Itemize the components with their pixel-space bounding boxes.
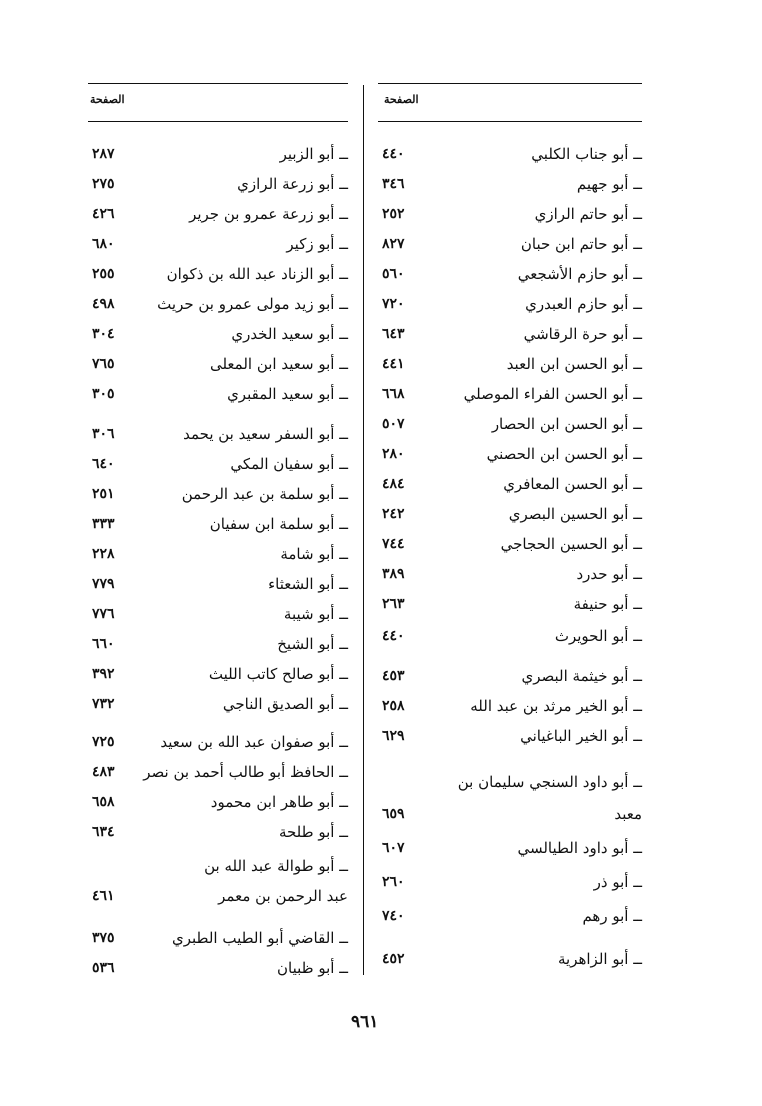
index-entry — [378, 769, 642, 795]
entry-page-number: ٢٧٥ — [92, 176, 115, 192]
entry-name: ــ أبو الزبير — [279, 145, 348, 163]
entry-name: ــ أبو ظبيان — [277, 959, 348, 977]
column-header-rule — [88, 121, 348, 122]
index-entry — [378, 171, 642, 197]
entry-name: ــ أبو الحسين الحجاجي — [500, 535, 642, 553]
entry-name: ــ أبو حنيفة — [573, 595, 642, 613]
entry-page-number: ٧٧٦ — [92, 606, 115, 622]
entry-page-number: ٣٠٥ — [92, 386, 115, 402]
index-entry — [88, 201, 348, 227]
entry-name: ــ أبو طلحة — [278, 823, 348, 841]
entry-name: ــ أبو حرة الرقاشي — [523, 325, 642, 343]
index-entry — [378, 291, 642, 317]
index-entry — [88, 171, 348, 197]
entry-page-number: ٤٩٨ — [92, 296, 115, 312]
entry-name: ــ أبو سعيد المقبري — [227, 385, 348, 403]
entry-page-number: ٨٢٧ — [382, 236, 405, 252]
entry-name: ــ أبو الخير مرثد بن عبد الله — [470, 697, 642, 715]
index-entry — [88, 819, 348, 845]
index-entry — [88, 759, 348, 785]
index-entry — [88, 691, 348, 717]
entry-name: ــ أبو الحسن ابن الحصني — [486, 445, 642, 463]
index-entry — [378, 441, 642, 467]
entry-page-number: ٢٥٨ — [382, 698, 405, 714]
index-entry — [88, 601, 348, 627]
entry-page-number: ٧٢٠ — [382, 296, 405, 312]
entry-name: عبد الرحمن بن معمر — [218, 887, 348, 905]
entry-name: ــ أبو الصديق الناجي — [222, 695, 348, 713]
index-entry — [378, 411, 642, 437]
page-column-header: الصفحة — [90, 93, 125, 106]
entry-name: ــ أبو حازم الأشجعي — [517, 265, 642, 283]
index-entry — [88, 291, 348, 317]
entry-page-number: ٦٤٠ — [92, 456, 115, 472]
entry-page-number: ٤٤٠ — [382, 628, 405, 644]
entry-name: ــ أبو الزناد عبد الله بن ذكوان — [166, 265, 348, 283]
index-entry — [88, 231, 348, 257]
entry-name: ــ أبو صالح كاتب الليث — [208, 665, 348, 683]
entry-page-number: ٦٥٩ — [382, 806, 405, 822]
entry-page-number: ٤٤١ — [382, 356, 405, 372]
index-entry — [378, 693, 642, 719]
entry-name: ــ أبو الحسين البصري — [508, 505, 642, 523]
entry-name: ــ أبو ذر — [593, 873, 642, 891]
index-entry — [88, 481, 348, 507]
entry-page-number: ٦٦٠ — [92, 636, 115, 652]
index-entry — [378, 663, 642, 689]
entry-page-number: ٢٦٣ — [382, 596, 405, 612]
index-entry — [88, 321, 348, 347]
entry-name: ــ أبو طاهر ابن محمود — [210, 793, 348, 811]
entry-page-number: ٤٥٣ — [382, 668, 405, 684]
entry-name: ــ أبو زرعة عمرو بن جرير — [189, 205, 348, 223]
entry-name: ــ أبو جهيم — [576, 175, 642, 193]
entry-page-number: ٣٤٦ — [382, 176, 405, 192]
entry-name: ــ أبو حازم العبدري — [525, 295, 642, 313]
entry-name: ــ أبو صفوان عبد الله بن سعيد — [160, 733, 348, 751]
index-entry — [378, 381, 642, 407]
entry-name: ــ أبو زكير — [286, 235, 348, 253]
entry-name: ــ أبو الحسن ابن العبد — [506, 355, 642, 373]
entry-page-number: ٣٩٢ — [92, 666, 115, 682]
entry-page-number: ٦٢٩ — [382, 728, 405, 744]
index-entry — [88, 261, 348, 287]
entry-name: ــ أبو السفر سعيد بن يحمد — [183, 425, 348, 443]
entry-page-number: ٥٦٠ — [382, 266, 405, 282]
index-entry — [378, 501, 642, 527]
column-top-rule — [88, 83, 348, 84]
entry-page-number: ٣٨٩ — [382, 566, 405, 582]
index-entry — [88, 883, 348, 909]
entry-page-number: ٦٦٨ — [382, 386, 405, 402]
entry-page-number: ٧٦٥ — [92, 356, 115, 372]
index-entry — [378, 531, 642, 557]
entry-name: ــ أبو سفيان المكي — [230, 455, 348, 473]
index-entry — [378, 801, 642, 827]
index-entry — [378, 471, 642, 497]
index-entry — [88, 421, 348, 447]
entry-name: ــ أبو حاتم ابن حبان — [520, 235, 642, 253]
column-top-rule — [378, 83, 642, 84]
entry-page-number: ٧٤٤ — [382, 536, 405, 552]
entry-page-number: ٤٦١ — [92, 888, 115, 904]
index-entry — [88, 925, 348, 951]
index-entry — [88, 729, 348, 755]
entry-name: ــ الحافظ أبو طالب أحمد بن نصر — [143, 763, 348, 781]
entry-page-number: ٧٣٢ — [92, 696, 115, 712]
entry-name: ــ أبو داود الطيالسي — [517, 839, 642, 857]
entry-name: ــ أبو حاتم الرازي — [534, 205, 642, 223]
index-entry — [88, 631, 348, 657]
page-column-header: الصفحة — [384, 93, 419, 106]
index-entry — [88, 141, 348, 167]
entry-name: ــ أبو شامة — [280, 545, 348, 563]
index-entry — [378, 351, 642, 377]
entry-name: ــ أبو زرعة الرازي — [237, 175, 348, 193]
entry-page-number: ٣٣٣ — [92, 516, 115, 532]
index-entry — [378, 623, 642, 649]
index-entry — [88, 351, 348, 377]
entry-name: ــ أبو زيد مولى عمرو بن حريث — [157, 295, 348, 313]
index-entry — [88, 511, 348, 537]
entry-name: ــ أبو الحسن الفراء الموصلي — [463, 385, 642, 403]
index-entry — [88, 853, 348, 879]
entry-page-number: ٢٦٠ — [382, 874, 405, 890]
entry-page-number: ٧٤٠ — [382, 908, 405, 924]
entry-page-number: ٦٨٠ — [92, 236, 115, 252]
entry-page-number: ٣٠٦ — [92, 426, 115, 442]
entry-name: ــ أبو الزاهرية — [557, 950, 642, 968]
index-entry — [378, 723, 642, 749]
entry-name: ــ أبو الحسن ابن الحصار — [491, 415, 642, 433]
entry-name: ــ أبو شيبة — [283, 605, 348, 623]
entry-page-number: ٥٣٦ — [92, 960, 115, 976]
index-entry — [378, 591, 642, 617]
entry-page-number: ٤٢٦ — [92, 206, 115, 222]
index-entry — [88, 571, 348, 597]
entry-page-number: ٦٥٨ — [92, 794, 115, 810]
entry-page-number: ٦٣٤ — [92, 824, 115, 840]
index-entry — [378, 201, 642, 227]
entry-page-number: ٢٨٧ — [92, 146, 115, 162]
entry-page-number: ٣٧٥ — [92, 930, 115, 946]
entry-page-number: ٥٠٧ — [382, 416, 405, 432]
entry-name: ــ أبو خيثمة البصري — [521, 667, 642, 685]
entry-page-number: ٢٥٢ — [382, 206, 405, 222]
entry-page-number: ٤٤٠ — [382, 146, 405, 162]
index-entry — [88, 381, 348, 407]
entry-page-number: ٦٤٣ — [382, 326, 405, 342]
index-entry — [88, 789, 348, 815]
entry-name: ــ أبو الحسن المعافري — [503, 475, 642, 493]
entry-page-number: ٣٠٤ — [92, 326, 115, 342]
index-entry — [378, 231, 642, 257]
entry-page-number: ٧٢٥ — [92, 734, 115, 750]
entry-page-number: ٧٧٩ — [92, 576, 115, 592]
index-entry — [378, 321, 642, 347]
index-entry — [378, 261, 642, 287]
entry-name: ــ القاضي أبو الطيب الطبري — [172, 929, 348, 947]
index-entry — [378, 141, 642, 167]
entry-page-number: ٢٢٨ — [92, 546, 115, 562]
entry-page-number: ٢٤٢ — [382, 506, 405, 522]
entry-name: ــ أبو داود السنجي سليمان بن — [457, 773, 642, 791]
index-entry — [88, 661, 348, 687]
entry-name: ــ أبو سلمة ابن سفيان — [209, 515, 348, 533]
entry-name: ــ أبو الشعثاء — [268, 575, 348, 593]
entry-name: ــ أبو سعيد ابن المعلى — [209, 355, 348, 373]
index-entry — [378, 903, 642, 929]
index-entry — [378, 835, 642, 861]
entry-name: ــ أبو حدرد — [576, 565, 642, 583]
entry-name: ــ أبو الخير الباغياني — [520, 727, 642, 745]
entry-name: ــ أبو سعيد الخدري — [231, 325, 348, 343]
entry-name: ــ أبو الحويرث — [554, 627, 642, 645]
index-entry — [88, 541, 348, 567]
entry-page-number: ٦٠٧ — [382, 840, 405, 856]
column-header-rule — [378, 121, 642, 122]
index-entry — [88, 451, 348, 477]
entry-page-number: ٤٨٤ — [382, 476, 405, 492]
entry-page-number: ٤٨٣ — [92, 764, 115, 780]
entry-page-number: ٢٥١ — [92, 486, 115, 502]
entry-name: ــ أبو جناب الكلبي — [531, 145, 642, 163]
entry-name: ــ أبو الشيخ — [277, 635, 348, 653]
column-divider — [363, 85, 364, 975]
index-entry — [378, 869, 642, 895]
entry-page-number: ٤٥٢ — [382, 951, 405, 967]
index-entry — [378, 946, 642, 972]
entry-page-number: ٢٨٠ — [382, 446, 405, 462]
entry-name: ــ أبو سلمة بن عبد الرحمن — [181, 485, 348, 503]
entry-page-number: ٢٥٥ — [92, 266, 115, 282]
entry-name: معبد — [614, 805, 642, 823]
entry-name: ــ أبو رهم — [582, 907, 642, 925]
page-number: ٩٦١ — [351, 1012, 379, 1032]
index-entry — [88, 955, 348, 981]
entry-name: ــ أبو طوالة عبد الله بن — [204, 857, 348, 875]
index-entry — [378, 561, 642, 587]
